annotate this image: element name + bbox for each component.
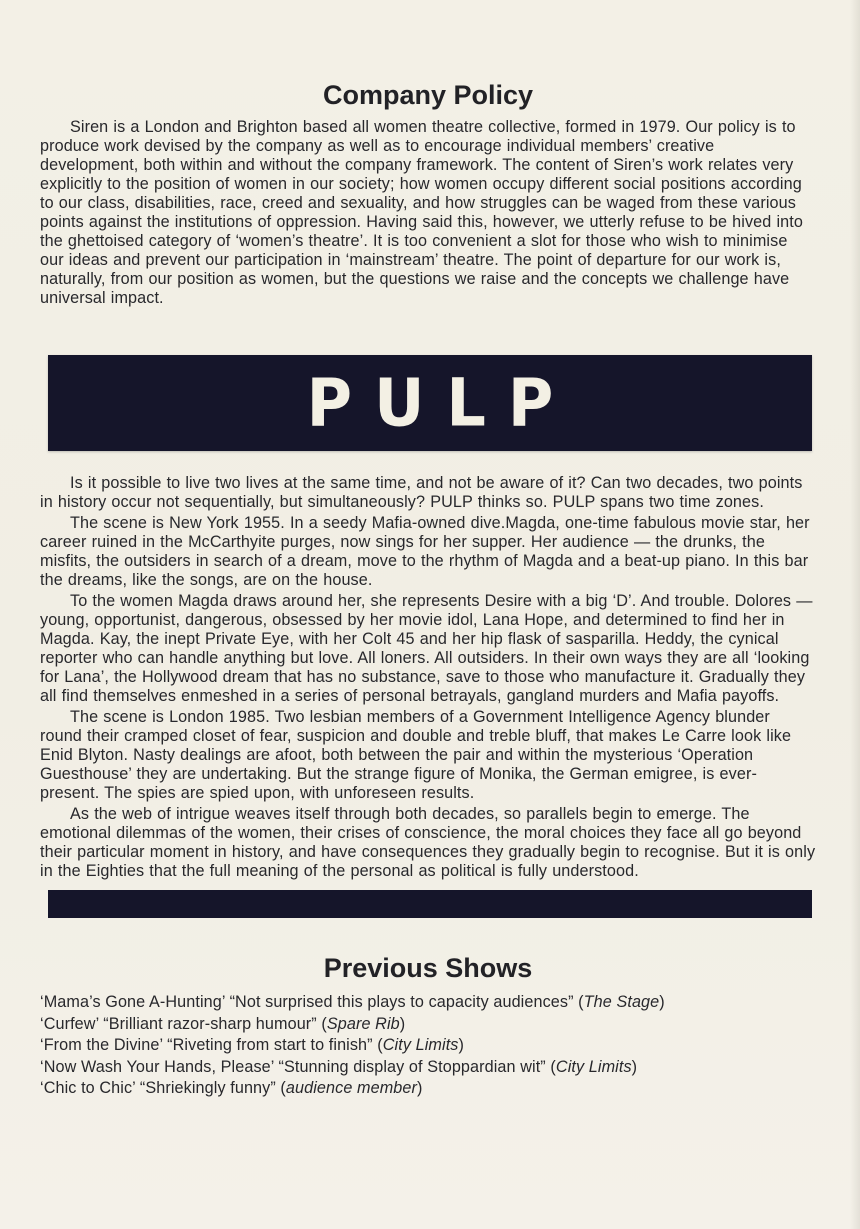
pulp-title-banner bbox=[48, 355, 812, 451]
synopsis-paragraph: Is it possible to live two lives at the same time, and not be aware of it? Can two decades, two points in history occur not sequentially, but simultaneously? PULP thinks so. PULP spans two time zones. bbox=[40, 474, 803, 511]
show-name: ‘Curfew’ bbox=[40, 1014, 99, 1033]
show-source: audience member bbox=[285, 1079, 417, 1098]
show-quote: “Brilliant razor-sharp humour” bbox=[103, 1014, 317, 1033]
show-entry: ‘Chic to Chic’ “Shriekingly funny” (audience member) bbox=[40, 1079, 423, 1098]
show-entry: ‘From the Divine’ “Riveting from start to finish” (City Limits) bbox=[40, 1036, 464, 1055]
pulp-title: PULP bbox=[306, 363, 576, 442]
synopsis-paragraph: As the web of intrigue weaves itself through both decades, so parallels begin to emerge. The emotional dilemmas of the women, their crises of conscience, the moral choices they face all go beyond their particular moment in history, and have consequences they gradually begin to recognise. But it is only in the Eighties that the full meaning of the personal as political is fully understood. bbox=[40, 805, 816, 880]
show-entry: ‘Now Wash Your Hands, Please’ “Stunning display of Stoppardian wit” (City Limits) bbox=[40, 1057, 638, 1076]
show-quote: “Riveting from start to finish” bbox=[167, 1036, 373, 1055]
section-divider-bar bbox=[48, 890, 812, 918]
synopsis-paragraph: To the women Magda draws around her, she represents Desire with a big ‘D’. And trouble. Dolores — young, opportunist, dangerous, obsessed by her movie idol, Lana Hope, and determined to find her in Magda. Kay, the inept Private Eye, with her Colt 45 and her hip flask of sasparilla. Heddy, the cynical reporter who can handle anything but love. All loners. All outsiders. In their own ways they are all ‘looking for Lana’, the Hollywood dream that has no substance, save to those who manufacture it. Gradually they all find themselves enmeshed in a series of personal betrayals, gangland murders and Mafia payoffs. bbox=[40, 592, 813, 705]
show-quote: “Not surprised this plays to capacity audiences” bbox=[229, 993, 574, 1011]
show-source: City Limits bbox=[382, 1036, 459, 1055]
show-quote: “Stunning display of Stoppardian wit” bbox=[278, 1057, 546, 1076]
show-source: City Limits bbox=[555, 1057, 632, 1076]
show-entry: ‘Curfew’ “Brilliant razor-sharp humour” (Spare Rib) bbox=[40, 1014, 406, 1033]
show-source: The Stage bbox=[583, 993, 660, 1011]
show-source: Spare Rib bbox=[326, 1014, 400, 1033]
company-policy-paragraph: Siren is a London and Brighton based all women theatre collective, formed in 1979. Our policy is to produce work devised by the company as well as to encourage individual members’ creative development, both within and without the company framework. The content of Siren’s work relates very explicitly to the position of women in our society; how women occupy different social positions according to our class, disabilities, race, creed and sexuality, and how struggles can be waged from these various points against the institutions of oppression. Having said this, however, we utterly refuse to be hived into the ghettoised category of ‘women’s theatre’. It is too convenient a slot for those who wish to minimise our ideas and prevent our participation in ‘mainstream’ theatre. The point of departure for our work is, naturally, from our position as women, but the questions we raise and the concepts we challenge have universal impact. bbox=[40, 118, 803, 307]
show-name: ‘Mama’s Gone A-Hunting’ bbox=[40, 993, 225, 1011]
show-name: ‘From the Divine’ bbox=[40, 1036, 163, 1055]
show-name: ‘Chic to Chic’ bbox=[40, 1079, 136, 1098]
company-policy-title: Company Policy bbox=[322, 80, 534, 110]
synopsis-paragraph: The scene is London 1985. Two lesbian members of a Government Intelligence Agency blunder round their cramped closet of fear, suspicion and double and treble bluff, that makes Le Carre look like Enid Blyton. Nasty dealings are afoot, both between the pair and within the mysterious ‘Operation Guesthouse’ they are undertaking. But the strange figure of Monika, the German emigree, is ever-present. The spies are spied upon, with unforeseen results. bbox=[40, 708, 792, 802]
show-entry: ‘Mama’s Gone A-Hunting’ “Not surprised this plays to capacity audiences” (The Stage) bbox=[40, 993, 665, 1011]
previous-shows-list bbox=[40, 992, 816, 1100]
show-quote: “Shriekingly funny” bbox=[139, 1079, 276, 1098]
show-name: ‘Now Wash Your Hands, Please’ bbox=[40, 1057, 274, 1076]
synopsis-section bbox=[40, 474, 816, 881]
previous-shows-title: Previous Shows bbox=[323, 953, 533, 983]
synopsis-paragraph: The scene is New York 1955. In a seedy Mafia-owned dive.Magda, one-time fabulous movie star, her career ruined in the McCarthyite purges, now sings for her supper. Her audience — the drunks, the misfits, the outsiders in search of a dream, move to the rhythm of Magda and a beat-up piano. In this bar the dreams, like the songs, are on the house. bbox=[40, 514, 810, 589]
